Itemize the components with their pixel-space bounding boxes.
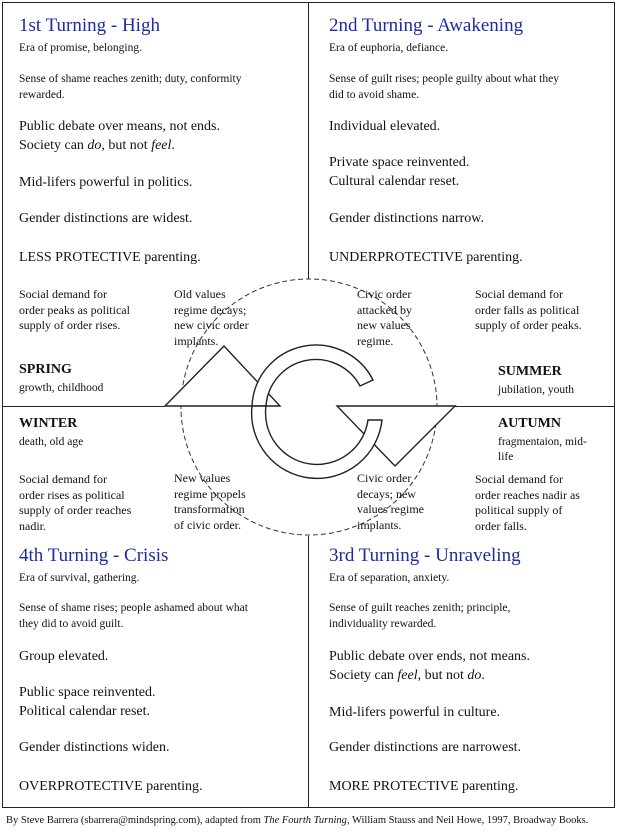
first-midlifers: Mid-lifers powerful in politics. — [19, 175, 193, 190]
third-parenting: MORE PROTECTIVE parenting. — [329, 779, 519, 794]
first-shame-line2: rewarded. — [19, 89, 65, 101]
spring-desc: growth, childhood — [19, 382, 104, 394]
third-debate: Public debate over ends, not means. — [329, 649, 531, 664]
fourth-shame-line1: Sense of shame rises; people ashamed about what — [19, 602, 248, 614]
fourth-calendar: Political calendar reset. — [19, 704, 150, 719]
fourth-parenting: OVERPROTECTIVE parenting. — [19, 779, 203, 794]
bl-demand-text: Social demand for order rises as political supply of order reaches nadir. — [19, 472, 132, 533]
summer-label: SUMMER — [498, 364, 562, 379]
tr-demand-text: Social demand for order falls as political supply of order peaks. — [475, 287, 582, 332]
first-shame-line1: Sense of shame reaches zenith; duty, conformity — [19, 73, 242, 85]
second-parenting: UNDERPROTECTIVE parenting. — [329, 250, 523, 265]
third-turning-era: Era of separation, anxiety. — [329, 572, 450, 584]
third-turning-title: 3rd Turning - Unraveling — [329, 545, 521, 566]
fourth-public: Public space reinvented. — [19, 685, 156, 700]
second-private: Private space reinvented. — [329, 155, 470, 170]
first-turning-title: 1st Turning - High — [19, 15, 160, 36]
bl-values-text: New values regime propels transformation of civic order. — [174, 471, 246, 532]
br-civic-text: Civic order decays; new values regime implants. — [357, 471, 424, 532]
first-turning-era: Era of promise, belonging. — [19, 42, 142, 54]
summer-desc: jubilation, youth — [498, 384, 575, 396]
fourth-gender: Gender distinctions widen. — [19, 740, 170, 755]
first-parenting: LESS PROTECTIVE parenting. — [19, 250, 201, 265]
autumn-label: AUTUMN — [498, 416, 561, 431]
second-gender: Gender distinctions narrow. — [329, 211, 484, 226]
third-midlifers: Mid-lifers powerful in culture. — [329, 705, 501, 720]
fourth-turning-era: Era of survival, gathering. — [19, 572, 140, 584]
tl-demand-text: Social demand for order peaks as political supply of order rises. — [19, 287, 130, 332]
autumn-desc: fragmentaion, mid- life — [498, 436, 587, 463]
third-guilt-line2: individuality rewarded. — [329, 618, 437, 630]
second-turning-era: Era of euphoria, defiance. — [329, 42, 449, 54]
first-society: Society can do, but not feel. — [19, 138, 175, 153]
tl-values-text: Old values regime decays; new civic order implants. — [174, 287, 249, 348]
spring-label: SPRING — [19, 362, 72, 377]
third-society: Society can feel, but not do. — [329, 668, 485, 683]
second-turning-title: 2nd Turning - Awakening — [329, 15, 524, 36]
tr-civic-text: Civic order attacked by new values regime. — [357, 287, 412, 348]
second-guilt-line1: Sense of guilt rises; people guilty about what they — [329, 73, 559, 85]
fourth-turning-title: 4th Turning - Crisis — [19, 545, 169, 566]
footer-credit: By Steve Barrera (sbarrera@mindspring.com), adapted from The Fourth Turning, William Stauss and Neil Howe, 1997, Broadway Books. — [6, 815, 589, 826]
third-guilt-line1: Sense of guilt reaches zenith; principle, — [329, 602, 511, 614]
winter-desc: death, old age — [19, 436, 84, 448]
winter-label: WINTER — [19, 416, 78, 431]
second-individual: Individual elevated. — [329, 119, 441, 134]
third-gender: Gender distinctions are narrowest. — [329, 740, 522, 755]
first-debate: Public debate over means, not ends. — [19, 119, 221, 134]
second-guilt-line2: did to avoid shame. — [329, 89, 420, 101]
fourth-shame-line2: they did to avoid guilt. — [19, 618, 124, 630]
fourth-group: Group elevated. — [19, 649, 109, 664]
second-calendar: Cultural calendar reset. — [329, 174, 460, 189]
br-demand-text: Social demand for order reaches nadir as political supply of order falls. — [475, 472, 580, 533]
first-gender: Gender distinctions are widest. — [19, 211, 193, 226]
